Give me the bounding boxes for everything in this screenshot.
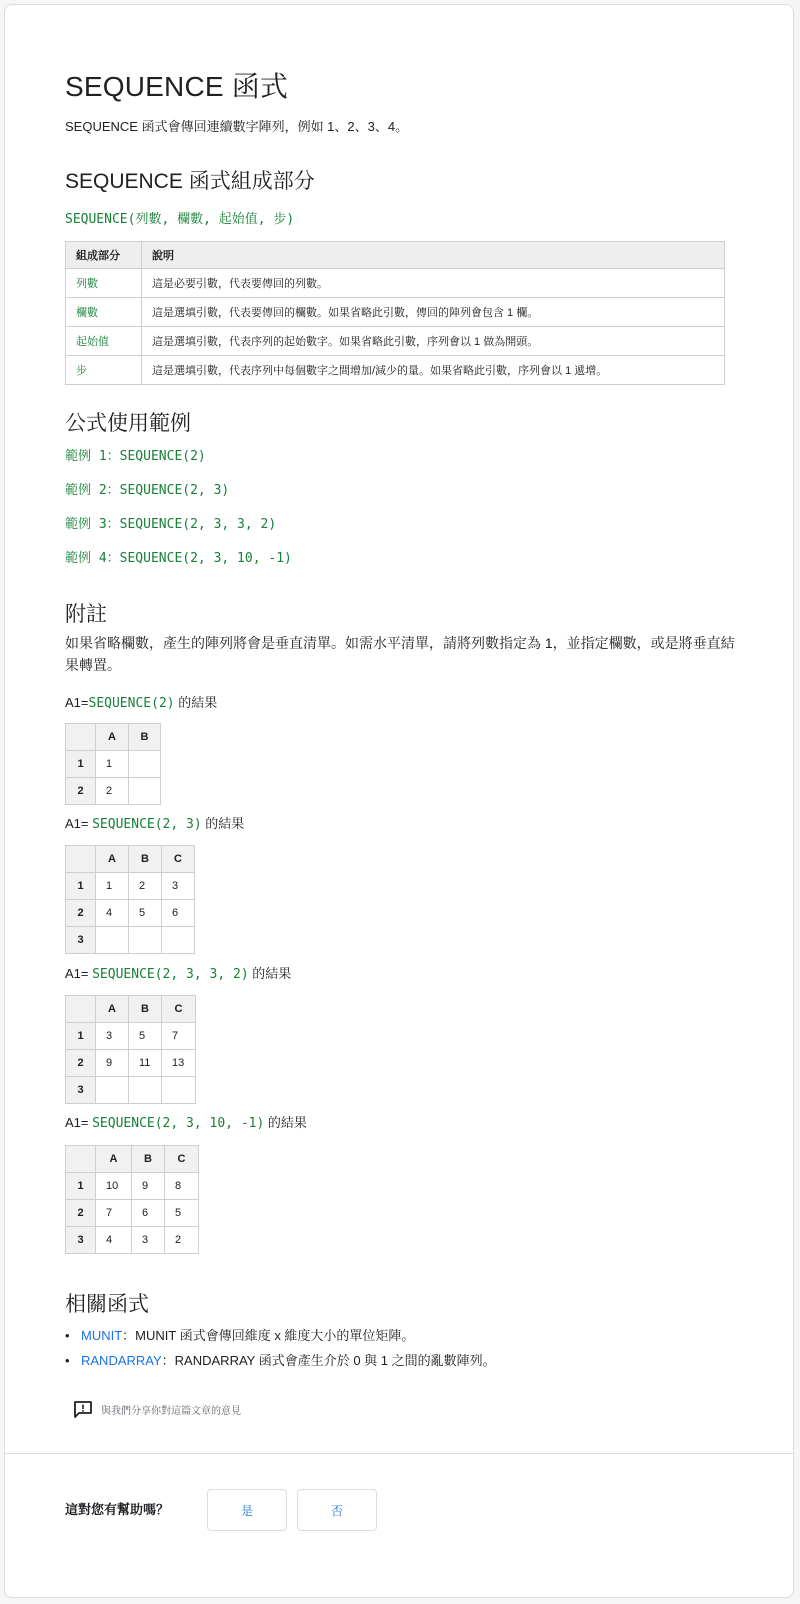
grid-header-row (66, 1146, 199, 1173)
grid-cell: 4 (96, 900, 129, 927)
grid-cell: 4 (96, 1227, 132, 1254)
grid-cell: 7 (96, 1200, 132, 1227)
result-grid (65, 845, 195, 954)
grid-row (66, 900, 195, 927)
example-2 (65, 479, 229, 498)
grid-row (66, 1173, 199, 1200)
row-header: 3 (66, 927, 96, 954)
grid-row (66, 1050, 196, 1077)
grid-row (66, 1023, 196, 1050)
column-header: B (132, 1146, 165, 1173)
caption-formula: SEQUENCE(2) (88, 696, 175, 711)
table-row (66, 356, 725, 385)
row-header: 2 (66, 778, 96, 805)
caption-suffix: 的結果 (264, 1115, 307, 1130)
example-formula: SEQUENCE(2, 3) (119, 483, 230, 498)
grid-row (66, 751, 161, 778)
column-header: A (96, 1146, 132, 1173)
example-1 (65, 445, 206, 464)
table-header-cell: 組成部分 (66, 242, 142, 269)
example-formula: SEQUENCE(2, 3, 3, 2) (119, 517, 277, 532)
row-header: 1 (66, 1023, 96, 1050)
grid-cell: 9 (132, 1173, 165, 1200)
yes-button[interactable]: 是 (207, 1489, 287, 1531)
argument-name: 起始值 (66, 327, 142, 356)
grid-cell: 3 (162, 873, 195, 900)
grid-cell: 3 (96, 1023, 129, 1050)
arguments-table (65, 241, 725, 385)
grid-row (66, 1227, 199, 1254)
grid-cell: 7 (162, 1023, 196, 1050)
table-header-row (66, 242, 725, 269)
helpful-question: 這對您有幫助嗎？ (65, 1502, 170, 1517)
grid-row (66, 927, 195, 954)
caption-prefix: A1= (65, 966, 93, 981)
column-header: B (129, 724, 161, 751)
grid-cell (162, 927, 195, 954)
caption-formula: SEQUENCE(2, 3, 10, -1) (92, 1116, 265, 1131)
grid-cell: 11 (129, 1050, 162, 1077)
section-divider (5, 1453, 794, 1454)
table-row (66, 298, 725, 327)
grid-cell: 8 (165, 1173, 199, 1200)
grid-cell: 2 (129, 873, 162, 900)
lead-paragraph: SEQUENCE 函式會傳回連續數字陣列，例如 1、2、3、4。 (65, 119, 409, 134)
caption-prefix: A1= (65, 1115, 93, 1130)
notes-heading: 附註 (65, 603, 107, 626)
caption-suffix: 的結果 (174, 695, 218, 710)
grid-cell: 2 (165, 1227, 199, 1254)
no-button[interactable]: 否 (297, 1489, 377, 1531)
feedback-label: 與我們分享你對這篇文章的意見 (101, 1405, 241, 1417)
grid-corner (66, 1146, 96, 1173)
grid-cell: 6 (132, 1200, 165, 1227)
list-item (65, 1350, 496, 1375)
bullet: • (65, 1353, 70, 1368)
notes-paragraph: 如果省略欄數，產生的陣列將會是垂直清單。如需水平清單，請將列數指定為 1，並指定欄數，或是將垂直結果轉置。 (65, 635, 735, 673)
row-header: 3 (66, 1227, 96, 1254)
related-link-randarray[interactable]: RANDARRAY (81, 1353, 162, 1368)
table-header-cell: 說明 (142, 242, 725, 269)
result-grid (65, 723, 161, 805)
row-header: 1 (66, 873, 96, 900)
caption-formula: SEQUENCE(2, 3, 3, 2) (92, 967, 249, 982)
result-grid (65, 995, 196, 1104)
result-caption (65, 813, 244, 832)
example-formula: SEQUENCE(2, 3, 10, -1) (119, 551, 292, 566)
argument-name: 列數 (66, 269, 142, 298)
grid-corner (66, 846, 96, 873)
related-heading: 相關函式 (65, 1293, 149, 1316)
related-link-munit[interactable]: MUNIT (81, 1328, 123, 1343)
grid-cell: 9 (96, 1050, 129, 1077)
example-formula: SEQUENCE(2) (119, 449, 206, 464)
examples-heading: 公式使用範例 (65, 412, 191, 435)
grid-cell: 1 (96, 873, 129, 900)
example-3 (65, 513, 276, 532)
table-row (66, 269, 725, 298)
grid-header-row (66, 996, 196, 1023)
grid-cell (129, 1077, 162, 1104)
table-row (66, 327, 725, 356)
grid-cell (162, 1077, 196, 1104)
related-description: ：RANDARRAY 函式會產生介於 0 與 1 之間的亂數陣列。 (161, 1353, 496, 1368)
argument-description: 這是選填引數，代表要傳回的欄數。如果省略此引數，傳回的陣列會包含 1 欄。 (142, 298, 725, 327)
row-header: 2 (66, 900, 96, 927)
grid-row (66, 1077, 196, 1104)
argument-description: 這是選填引數，代表序列的起始數字。如果省略此引數，序列會以 1 做為開頭。 (142, 327, 725, 356)
argument-description: 這是必要引數，代表要傳回的列數。 (142, 269, 725, 298)
caption-suffix: 的結果 (201, 816, 245, 831)
grid-cell (96, 1077, 129, 1104)
row-header: 1 (66, 1173, 96, 1200)
row-header: 2 (66, 1200, 96, 1227)
result-grid (65, 1145, 199, 1254)
grid-cell: 13 (162, 1050, 196, 1077)
bullet: • (65, 1328, 70, 1343)
feedback-link[interactable] (73, 1400, 241, 1418)
grid-corner (66, 996, 96, 1023)
grid-cell (129, 751, 161, 778)
article-card (4, 4, 794, 1598)
caption-suffix: 的結果 (248, 966, 292, 981)
column-header: A (96, 724, 129, 751)
column-header: A (96, 846, 129, 873)
caption-prefix: A1= (65, 816, 93, 831)
related-functions-list (65, 1325, 496, 1375)
row-header: 2 (66, 1050, 96, 1077)
column-header: B (129, 846, 162, 873)
argument-description: 這是選填引數，代表序列中每個數字之間增加/減少的量。如果省略此引數，序列會以 1 遞增。 (142, 356, 725, 385)
row-header: 1 (66, 751, 96, 778)
column-header: C (165, 1146, 199, 1173)
result-caption (65, 1112, 307, 1131)
grid-cell: 5 (129, 900, 162, 927)
grid-cell: 5 (165, 1200, 199, 1227)
grid-cell (96, 927, 129, 954)
grid-cell: 1 (96, 751, 129, 778)
grid-row (66, 778, 161, 805)
parts-heading: SEQUENCE 函式組成部分 (65, 170, 315, 193)
row-header: 3 (66, 1077, 96, 1104)
list-item (65, 1325, 496, 1350)
grid-cell: 5 (129, 1023, 162, 1050)
result-caption (65, 963, 291, 982)
caption-formula: SEQUENCE(2, 3) (92, 817, 202, 832)
grid-cell: 10 (96, 1173, 132, 1200)
grid-header-row (66, 724, 161, 751)
example-label: 範例 3： (65, 517, 120, 532)
column-header: B (129, 996, 162, 1023)
grid-cell (129, 927, 162, 954)
grid-corner (66, 724, 96, 751)
grid-cell: 3 (132, 1227, 165, 1254)
syntax-formula: SEQUENCE(列數, 欄數, 起始值, 步) (65, 212, 295, 227)
grid-cell: 6 (162, 900, 195, 927)
grid-cell: 2 (96, 778, 129, 805)
example-label: 範例 4： (65, 551, 120, 566)
example-4 (65, 547, 292, 566)
grid-row (66, 873, 195, 900)
grid-row (66, 1200, 199, 1227)
column-header: C (162, 996, 196, 1023)
argument-name: 步 (66, 356, 142, 385)
result-caption (65, 692, 217, 711)
column-header: C (162, 846, 195, 873)
grid-header-row (66, 846, 195, 873)
related-description: ：MUNIT 函式會傳回維度 x 維度大小的單位矩陣。 (122, 1328, 415, 1343)
page-title: SEQUENCE 函式 (65, 71, 289, 102)
example-label: 範例 1： (65, 449, 120, 464)
column-header: A (96, 996, 129, 1023)
argument-name: 欄數 (66, 298, 142, 327)
feedback-icon (73, 1400, 93, 1418)
example-label: 範例 2： (65, 483, 120, 498)
caption-prefix: A1= (65, 695, 89, 710)
grid-cell (129, 778, 161, 805)
